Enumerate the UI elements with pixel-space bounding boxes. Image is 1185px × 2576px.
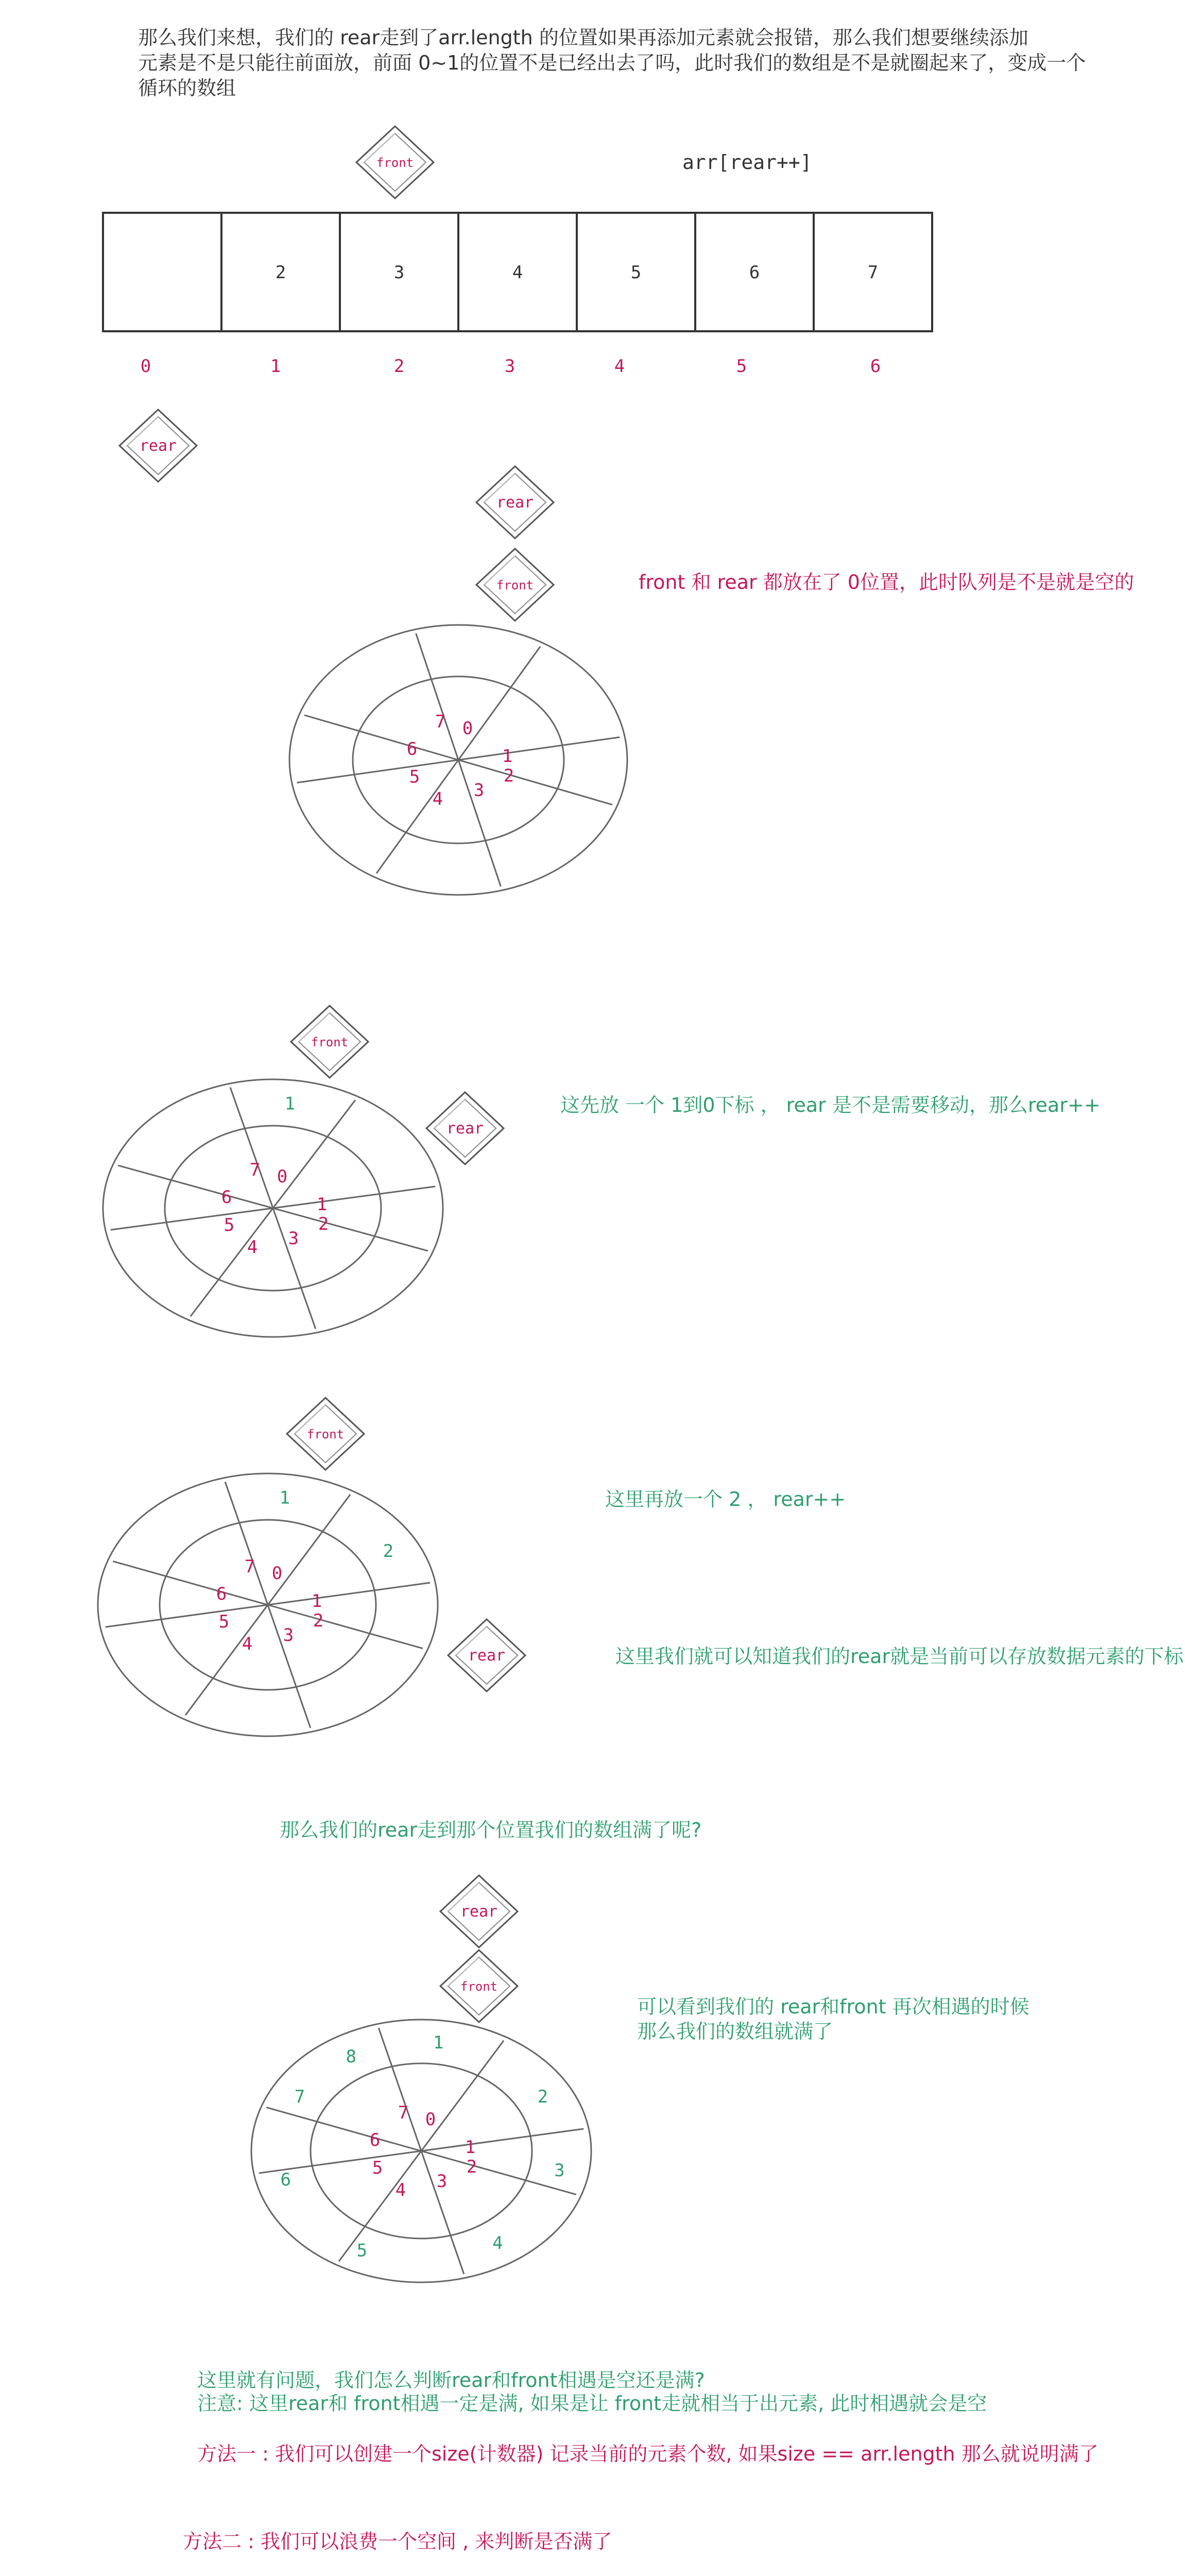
rear-tag xyxy=(440,1875,518,1947)
ring3-note-1: 这里再放一个 2 ， rear++ xyxy=(605,1488,846,1511)
ring-element-value: 2 xyxy=(383,1541,394,1562)
problem-line-1: 这里就有问题，我们怎么判断rear和front相遇是空还是满? xyxy=(197,2369,705,2392)
array-index-label: 6 xyxy=(870,356,881,377)
ring-index-label: 6 xyxy=(406,739,418,759)
ring-spoke xyxy=(379,2028,464,2274)
ring-index-label: 5 xyxy=(224,1215,235,1235)
ring-index-label: 0 xyxy=(425,2109,436,2130)
circular-queue-ring xyxy=(103,1079,443,1337)
front-tag xyxy=(287,1398,364,1470)
array-index-label: 2 xyxy=(393,356,405,377)
rear-tag xyxy=(448,1619,525,1691)
front-tag xyxy=(440,1950,518,2022)
rear-tag-label: rear xyxy=(139,437,177,455)
intro-line-1: 那么我们来想，我们的 rear走到了arr.length 的位置如果再添加元素就会报错，那么我们想要继续添加 xyxy=(138,26,1028,49)
ring-index-label: 1 xyxy=(311,1591,322,1612)
ring-index-label: 5 xyxy=(372,2158,383,2178)
array-label: arr[rear++] xyxy=(682,151,812,174)
ring-index-label: 0 xyxy=(277,1166,288,1187)
array-diagram xyxy=(103,213,932,377)
ring-element-value: 1 xyxy=(279,1487,290,1509)
ring-index-label: 4 xyxy=(432,789,443,809)
intro-line-3: 循环的数组 xyxy=(138,77,236,99)
circular-queue-ring xyxy=(289,625,627,895)
ring-index-label: 0 xyxy=(271,1563,283,1584)
rear-tag-label: rear xyxy=(446,1120,484,1138)
front-tag xyxy=(476,549,554,621)
ring-index-label: 6 xyxy=(369,2130,381,2150)
array-index-label: 3 xyxy=(504,356,516,377)
ring-index-label: 2 xyxy=(466,2157,477,2177)
ring-index-label: 7 xyxy=(398,2103,409,2123)
ring-element-value: 7 xyxy=(294,2086,305,2107)
rear-tag-label: rear xyxy=(496,494,534,512)
method-two: 方法二 : 我们可以浪费一个空间 , 来判断是否满了 xyxy=(183,2530,612,2553)
array-cell-value: 6 xyxy=(749,262,760,283)
array-index-label: 0 xyxy=(140,356,151,377)
method-one: 方法一 : 我们可以创建一个size(计数器) 记录当前的元素个数, 如果size == arr.length 那么就说明满了 xyxy=(197,2443,1098,2465)
array-cell-value: 4 xyxy=(512,262,523,283)
ring-index-label: 6 xyxy=(221,1187,232,1208)
array-index-label: 4 xyxy=(614,356,625,377)
ring-index-label: 3 xyxy=(473,780,485,801)
front-tag-label: front xyxy=(376,156,414,170)
question-text: 那么我们的rear走到那个位置我们的数组满了呢? xyxy=(280,1819,702,1841)
ring-element-value: 3 xyxy=(554,2160,565,2181)
ring3-note-2: 这里我们就可以知道我们的rear就是当前可以存放数据元素的下标 xyxy=(615,1645,1184,1668)
ring4-note-2: 那么我们的数组就满了 xyxy=(637,2020,833,2043)
front-tag xyxy=(356,126,434,198)
array-cells xyxy=(141,213,881,377)
ring-index-label: 2 xyxy=(318,1214,329,1234)
ring-spoke xyxy=(230,1088,316,1329)
array-index-label: 1 xyxy=(270,356,281,377)
rear-tag-label: rear xyxy=(460,1903,498,1921)
ring-index-label: 5 xyxy=(218,1612,230,1632)
ring2-note: 这先放 一个 1到0下标 ， rear 是不是需要移动，那么rear++ xyxy=(560,1094,1101,1116)
array-cell-value: 3 xyxy=(393,262,405,283)
ring-element-value: 6 xyxy=(280,2169,291,2190)
front-tag-label: front xyxy=(460,1979,498,1994)
ring-index-label: 7 xyxy=(244,1556,255,1577)
ring-index-label: 2 xyxy=(313,1611,324,1631)
rear-tag xyxy=(119,410,197,482)
ring-index-label: 6 xyxy=(216,1584,227,1604)
rear-tag-label: rear xyxy=(468,1647,506,1665)
rear-tag xyxy=(476,466,554,538)
ring-index-label: 3 xyxy=(288,1228,299,1249)
problem-line-2: 注意: 这里rear和 front相遇一定是满, 如果是让 front走就相当于出元素, 此时相遇就会是空 xyxy=(197,2392,987,2415)
ring-index-label: 4 xyxy=(247,1237,258,1258)
ring1-note: front 和 rear 都放在了 0位置，此时队列是不是就是空的 xyxy=(639,571,1134,594)
circular-queue-rings xyxy=(98,625,627,2576)
array-cell-value: 7 xyxy=(867,262,879,283)
ring-element-value: 8 xyxy=(346,2046,356,2067)
array-index-label: 5 xyxy=(736,356,747,377)
ring-index-label: 0 xyxy=(462,718,473,739)
ring-index-label: 7 xyxy=(435,711,446,732)
front-tag xyxy=(291,1006,368,1078)
front-tag-label: front xyxy=(306,1427,345,1442)
ring-element-value: 2 xyxy=(537,2086,548,2107)
ring-element-value: 4 xyxy=(492,2233,503,2254)
ring-spoke xyxy=(416,634,501,887)
ring-spoke xyxy=(225,1482,311,1728)
front-tag-label: front xyxy=(311,1035,349,1049)
ring-index-label: 2 xyxy=(503,766,514,786)
ring-element-value: 1 xyxy=(284,1093,296,1114)
ring-index-label: 4 xyxy=(395,2180,406,2200)
ring-index-label: 7 xyxy=(249,1160,261,1180)
array-cell-value: 2 xyxy=(275,262,286,283)
ring-index-label: 3 xyxy=(283,1625,294,1646)
ring-element-value: 5 xyxy=(356,2240,368,2261)
intro-line-2: 元素是不是只能往前面放，前面 0~1的位置不是已经出去了吗，此时我们的数组是不是就圈起来了，变成一个 xyxy=(138,52,1086,74)
front-tag-label: front xyxy=(496,578,534,592)
rear-tag xyxy=(426,1092,504,1164)
ring-index-label: 1 xyxy=(465,2137,476,2158)
ring-index-label: 5 xyxy=(409,767,420,787)
ring-element-value: 1 xyxy=(433,2032,444,2054)
array-cell-value: 5 xyxy=(630,262,642,283)
ring-index-label: 3 xyxy=(436,2171,448,2192)
ring4-note-1: 可以看到我们的 rear和front 再次相遇的时候 xyxy=(637,1995,1029,2018)
circular-queue-ring xyxy=(98,1473,438,1736)
ring-index-label: 1 xyxy=(316,1194,328,1215)
ring-index-label: 4 xyxy=(242,1634,253,1654)
ring-index-label: 1 xyxy=(502,746,513,767)
circular-queue-ring xyxy=(251,2020,591,2282)
